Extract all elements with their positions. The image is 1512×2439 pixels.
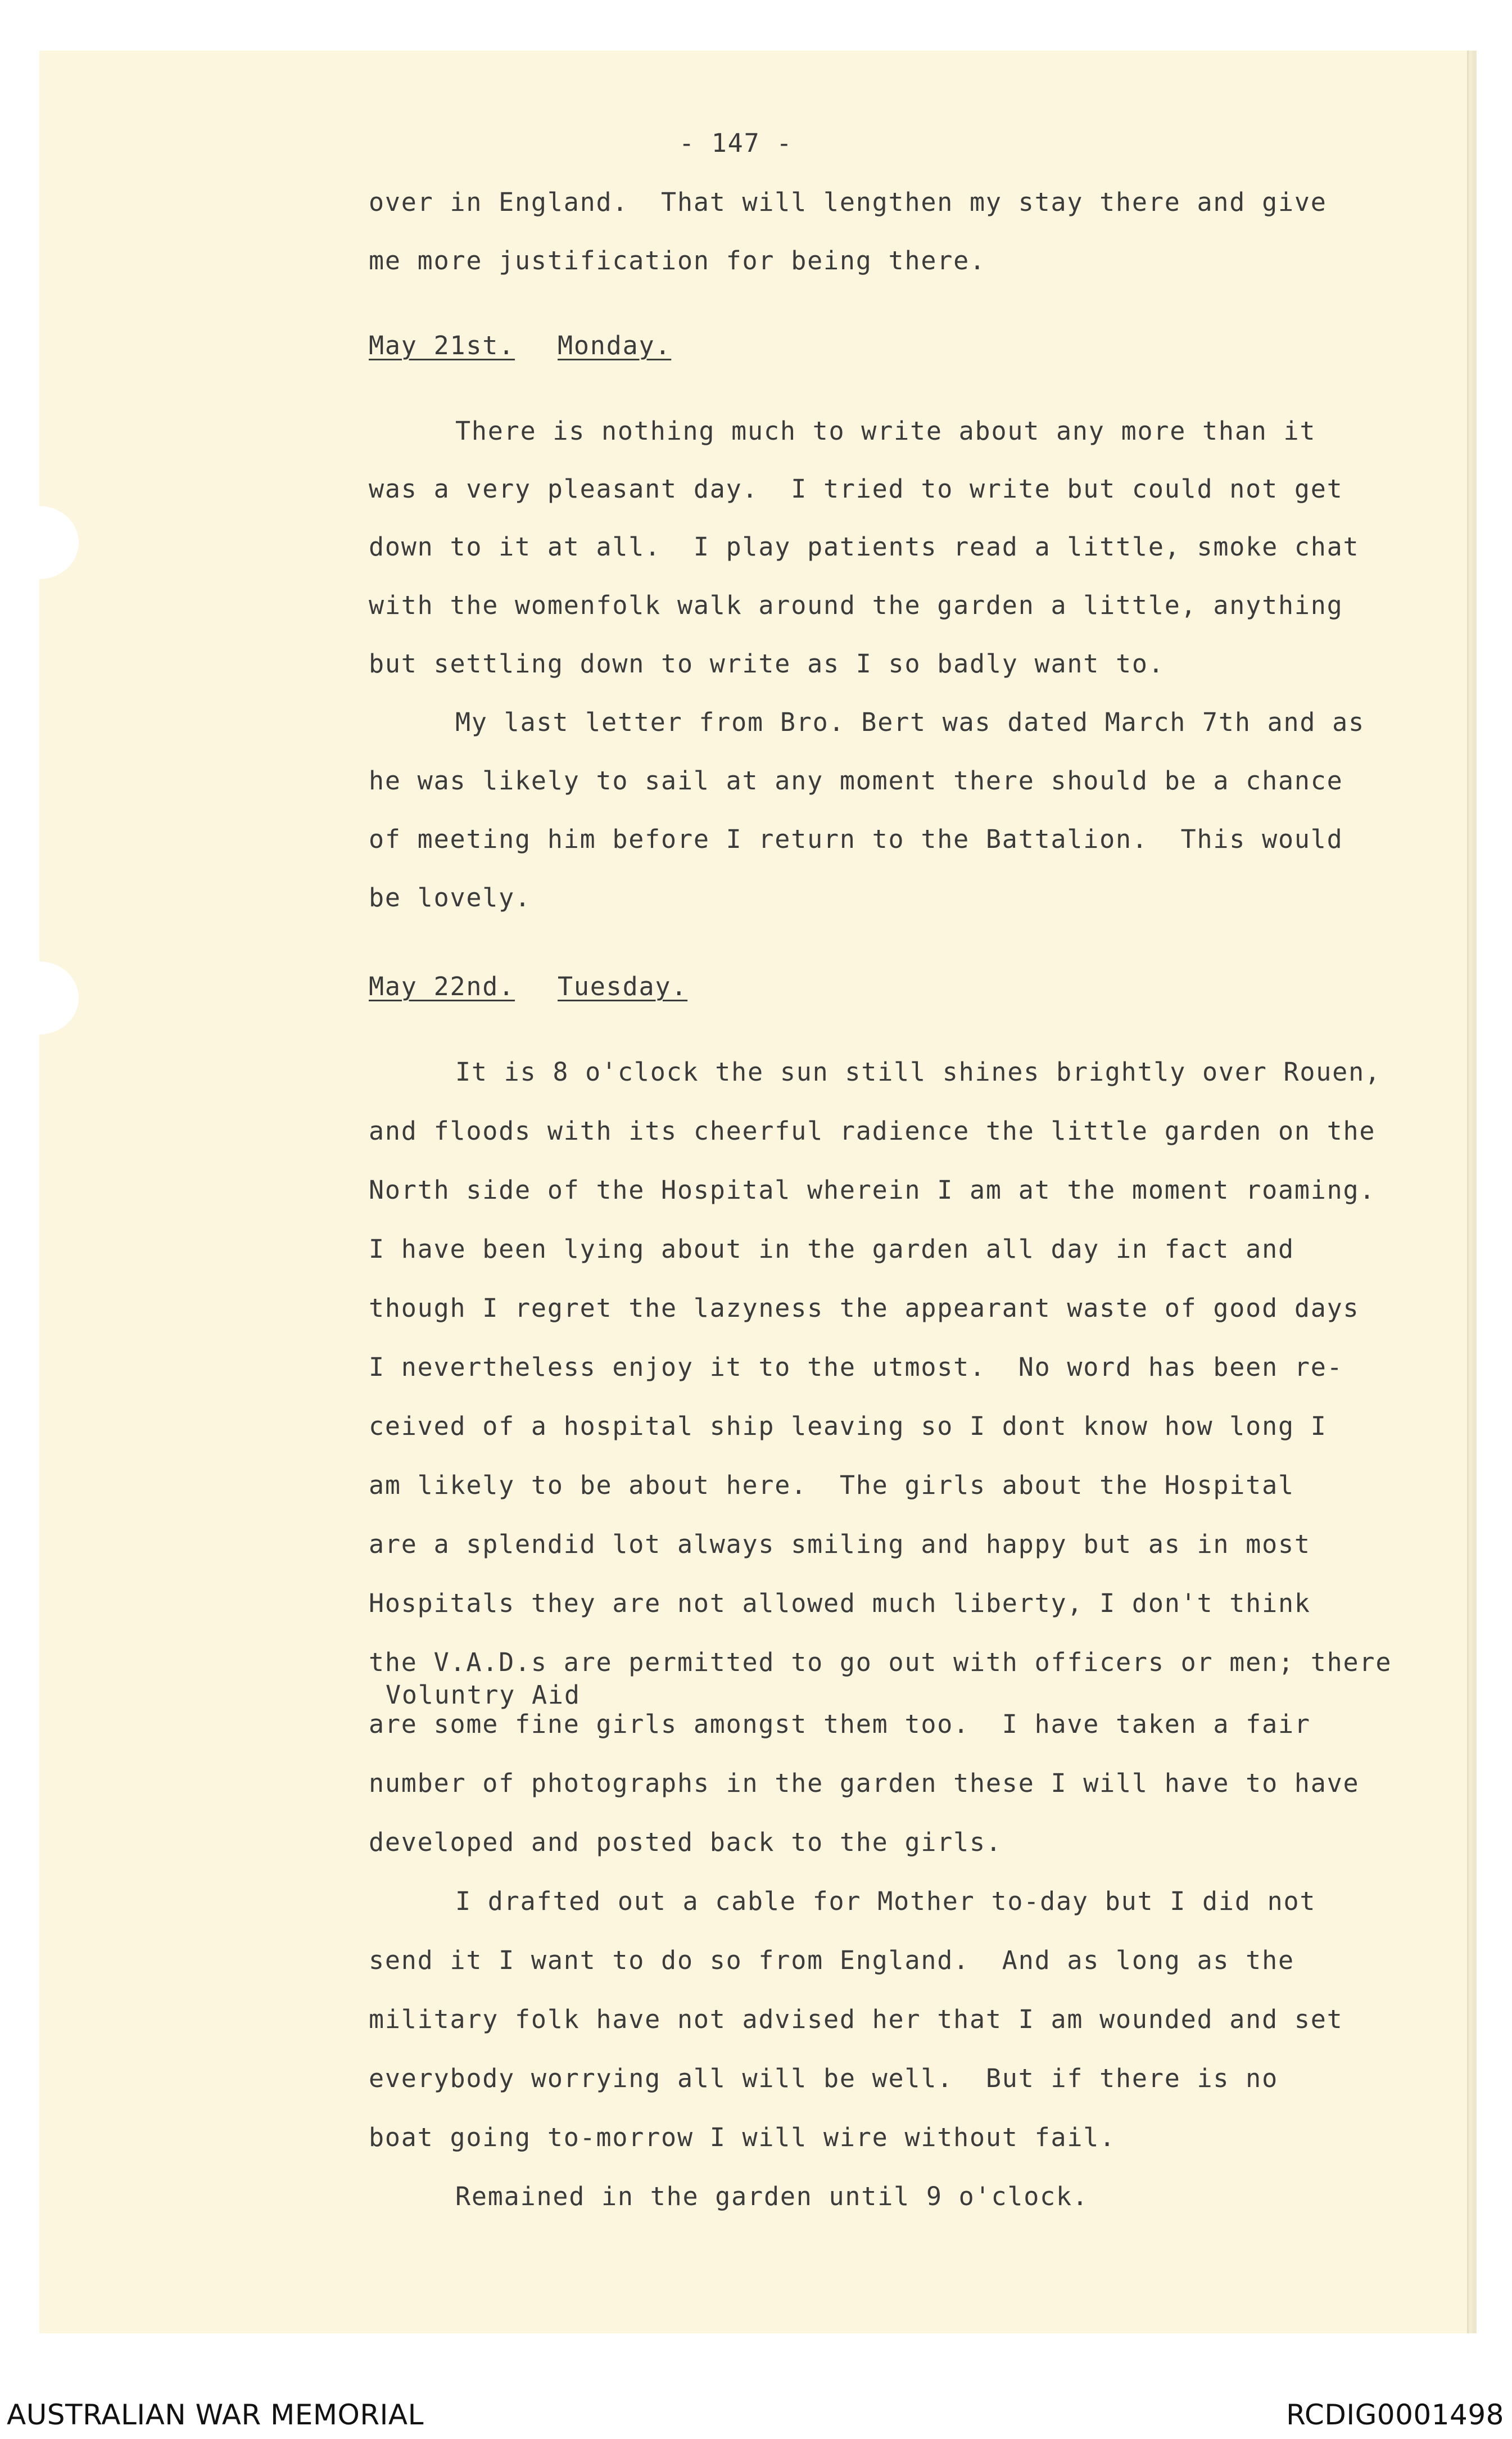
text-line: developed and posted back to the girls.: [369, 1827, 1002, 1857]
text-line: are some fine girls amongst them too. I have taken a fair: [369, 1709, 1311, 1739]
punch-hole: [0, 961, 79, 1035]
text-line: of meeting him before I return to the Battalion. This would: [369, 824, 1343, 854]
footer-archive-label: AUSTRALIAN WAR MEMORIAL: [7, 2399, 424, 2431]
footer-record-id: RCDIG0001498: [1286, 2399, 1504, 2431]
text-line: with the womenfolk walk around the garden a little, anything: [369, 590, 1343, 620]
text-line: everybody worrying all will be well. But if there is no: [369, 2063, 1278, 2093]
text-line: send it I want to do so from England. And as long as the: [369, 1945, 1294, 1975]
text-line: are a splendid lot always smiling and happy but as in most: [369, 1529, 1311, 1559]
text-line: It is 8 o'clock the sun still shines brightly over Rouen,: [455, 1057, 1381, 1087]
page-number: - 147 -: [679, 128, 793, 158]
interlinear-note: Voluntry Aid: [386, 1680, 581, 1710]
text-line: My last letter from Bro. Bert was dated March 7th and as: [455, 707, 1365, 737]
text-line: North side of the Hospital wherein I am at the moment roaming.: [369, 1175, 1376, 1205]
text-line: the V.A.D.s are permitted to go out with officers or men; there: [369, 1647, 1392, 1677]
text-line: I drafted out a cable for Mother to-day but I did not: [455, 1886, 1316, 1916]
text-line: I nevertheless enjoy it to the utmost. No word has been re-: [369, 1352, 1343, 1382]
text-line: and floods with its cheerful radience the little garden on the: [369, 1116, 1376, 1146]
text-line: Hospitals they are not allowed much liberty, I don't think: [369, 1588, 1311, 1618]
text-line: was a very pleasant day. I tried to write but could not get: [369, 474, 1343, 504]
text-line: Remained in the garden until 9 o'clock.: [455, 2181, 1089, 2211]
text-line: be lovely.: [369, 883, 531, 913]
text-line: but settling down to write as I so badly want to.: [369, 649, 1165, 679]
text-line: ceived of a hospital ship leaving so I dont know how long I: [369, 1411, 1327, 1441]
text-line: number of photographs in the garden these I will have to have: [369, 1768, 1360, 1798]
text-line: am likely to be about here. The girls about the Hospital: [369, 1470, 1294, 1500]
text-line: down to it at all. I play patients read a little, smoke chat: [369, 532, 1360, 562]
text-line: though I regret the lazyness the appearant waste of good days: [369, 1293, 1360, 1323]
entry-day: Monday.: [558, 331, 672, 360]
text-line: military folk have not advised her that I am wounded and set: [369, 2004, 1343, 2034]
entry-day: Tuesday.: [558, 972, 688, 1001]
text-line: There is nothing much to write about any more than it: [455, 416, 1316, 446]
text-line: boat going to-morrow I will wire without fail.: [369, 2122, 1116, 2152]
text-line: he was likely to sail at any moment there should be a chance: [369, 766, 1343, 796]
text-line: I have been lying about in the garden all day in fact and: [369, 1234, 1294, 1264]
entry-date: May 21st.: [369, 331, 515, 360]
text-line: me more justification for being there.: [369, 246, 986, 275]
punch-hole: [0, 506, 79, 579]
entry-date: May 22nd.: [369, 972, 515, 1001]
text-line: over in England. That will lengthen my stay there and give: [369, 187, 1327, 217]
